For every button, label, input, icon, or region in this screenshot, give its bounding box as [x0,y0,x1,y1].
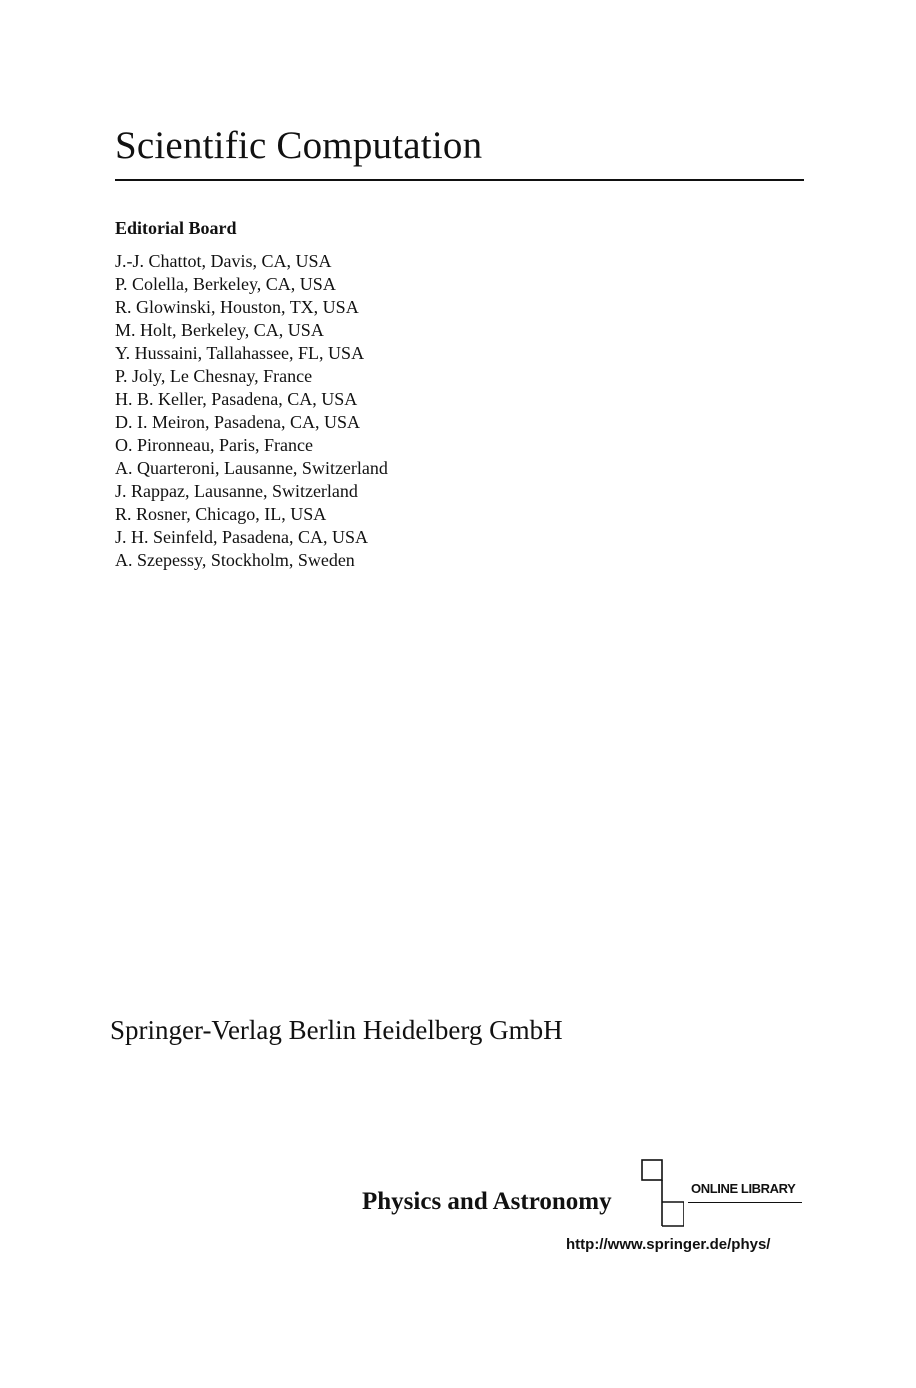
online-library-rule [688,1202,802,1203]
board-member: J. H. Seinfeld, Pasadena, CA, USA [115,527,368,547]
editorial-board-list [115,250,388,572]
springer-library-icon [640,1158,684,1228]
series-title: Scientific Computation [115,124,483,167]
board-member: P. Joly, Le Chesnay, France [115,366,313,386]
board-member: Y. Hussaini, Tallahassee, FL, USA [115,343,365,363]
subject-label: Physics and Astronomy [362,1188,612,1215]
board-member: D. I. Meiron, Pasadena, CA, USA [115,412,360,432]
board-member: H. B. Keller, Pasadena, CA, USA [115,389,358,409]
board-member: P. Colella, Berkeley, CA, USA [115,274,336,294]
board-member: J.-J. Chattot, Davis, CA, USA [115,251,332,271]
board-member: J. Rappaz, Lausanne, Switzerland [115,481,358,501]
online-library-label: ONLINE LIBRARY [691,1181,796,1196]
title-rule [115,179,804,181]
board-member: R. Rosner, Chicago, IL, USA [115,504,327,524]
editorial-board-heading: Editorial Board [115,218,237,238]
board-member: R. Glowinski, Houston, TX, USA [115,297,359,317]
website-link[interactable]: http://www.springer.de/phys/ [566,1236,771,1253]
board-member: O. Pironneau, Paris, France [115,435,313,455]
board-member: M. Holt, Berkeley, CA, USA [115,320,324,340]
publisher-name: Springer-Verlag Berlin Heidelberg GmbH [110,1015,563,1045]
board-member: A. Szepessy, Stockholm, Sweden [115,550,355,570]
board-member: A. Quarteroni, Lausanne, Switzerland [115,458,388,478]
